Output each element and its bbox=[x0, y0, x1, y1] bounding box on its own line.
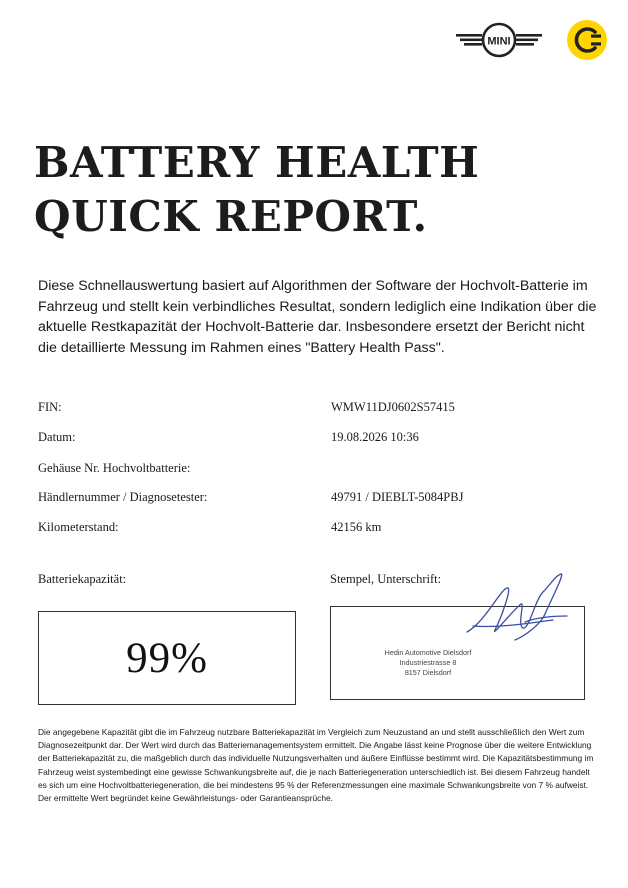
stamp-label: Stempel, Unterschrift: bbox=[330, 572, 442, 586]
field-value: 49791 / DIEBLT-5084PBJ bbox=[331, 490, 464, 504]
report-title bbox=[34, 136, 479, 244]
field-label: FIN: bbox=[38, 400, 62, 414]
stamp-line-3: 8157 Dielsdorf bbox=[404, 668, 452, 677]
stamp-line-1: Hedin Automotive Dielsdorf bbox=[384, 648, 472, 657]
capacity-box bbox=[38, 611, 296, 705]
field-value: 19.08.2026 10:36 bbox=[331, 430, 419, 444]
field-value: 42156 km bbox=[331, 520, 382, 534]
field-row-date bbox=[38, 430, 598, 450]
intro-paragraph: Diese Schnellauswertung basiert auf Algorithmen der Software der Hochvolt-Batterie im Fahrzeug und stellt kein verbindliches Resultat, sondern lediglich eine Indikation über die aktuelle Restkapazität der Hochvolt-Batterie dar. Insbesondere ersetzt der Bericht nicht die detaillierte Messung im Rahmen eines "Battery Health Pass". bbox=[38, 278, 597, 356]
mini-logo-text: MINI bbox=[487, 35, 511, 48]
field-row-mileage bbox=[38, 520, 598, 540]
mini-logo-icon bbox=[454, 18, 544, 62]
field-row-dealer bbox=[38, 490, 598, 510]
field-row-battery-housing bbox=[38, 461, 598, 481]
stamp-line-2: Industriestrasse 8 bbox=[399, 658, 457, 667]
dealer-stamp bbox=[378, 648, 478, 678]
handwritten-signature bbox=[455, 570, 575, 650]
electric-plug-icon bbox=[566, 19, 608, 61]
field-label: Datum: bbox=[38, 430, 76, 444]
field-row-fin bbox=[38, 400, 598, 420]
field-value: WMW11DJ0602S57415 bbox=[331, 400, 455, 414]
capacity-value: 99% bbox=[126, 634, 208, 682]
disclaimer-paragraph: Die angegebene Kapazität gibt die im Fahrzeug nutzbare Batteriekapazität im Vergleich zum Neuzustand an und stellt ausschließlich den Wert zum Diagnosezeitpunkt dar. Der Wert wird durch das Batteriemanagementsystem ermittelt. Die Angabe lässt keine Prognose über die weitere Entwicklung der Batteriekapazität zu, die maßgeblich durch das individuelle Nutzungsverhalten und äußere Einflüsse bestimmt wird. Die Kapazitätsbestimmung im Fahrzeug weist systembedingt eine gewisse Schwankungsbreite auf, die je nach Batteriegeneration unterschiedlich ist. Bei diesem Fahrzeug handelt es sich um eine Hochvoltbatteriegeneration, die bei mindestens 95 % der Referenzmessungen eine maximale Schwankungsbreite von 7 % aufweist. Der ermittelte Wert begründet keine Gewährleistungs- oder Garantieansprüche. bbox=[38, 727, 594, 804]
report-title-line-1: BATTERY HEALTH bbox=[34, 138, 480, 187]
report-title-line-2: QUICK REPORT. bbox=[34, 192, 428, 241]
field-label: Kilometerstand: bbox=[38, 520, 119, 534]
field-label: Gehäuse Nr. Hochvoltbatterie: bbox=[38, 461, 191, 475]
field-label: Händlernummer / Diagnosetester: bbox=[38, 490, 208, 504]
header-logos bbox=[454, 18, 608, 62]
capacity-label: Batteriekapazität: bbox=[38, 572, 127, 586]
